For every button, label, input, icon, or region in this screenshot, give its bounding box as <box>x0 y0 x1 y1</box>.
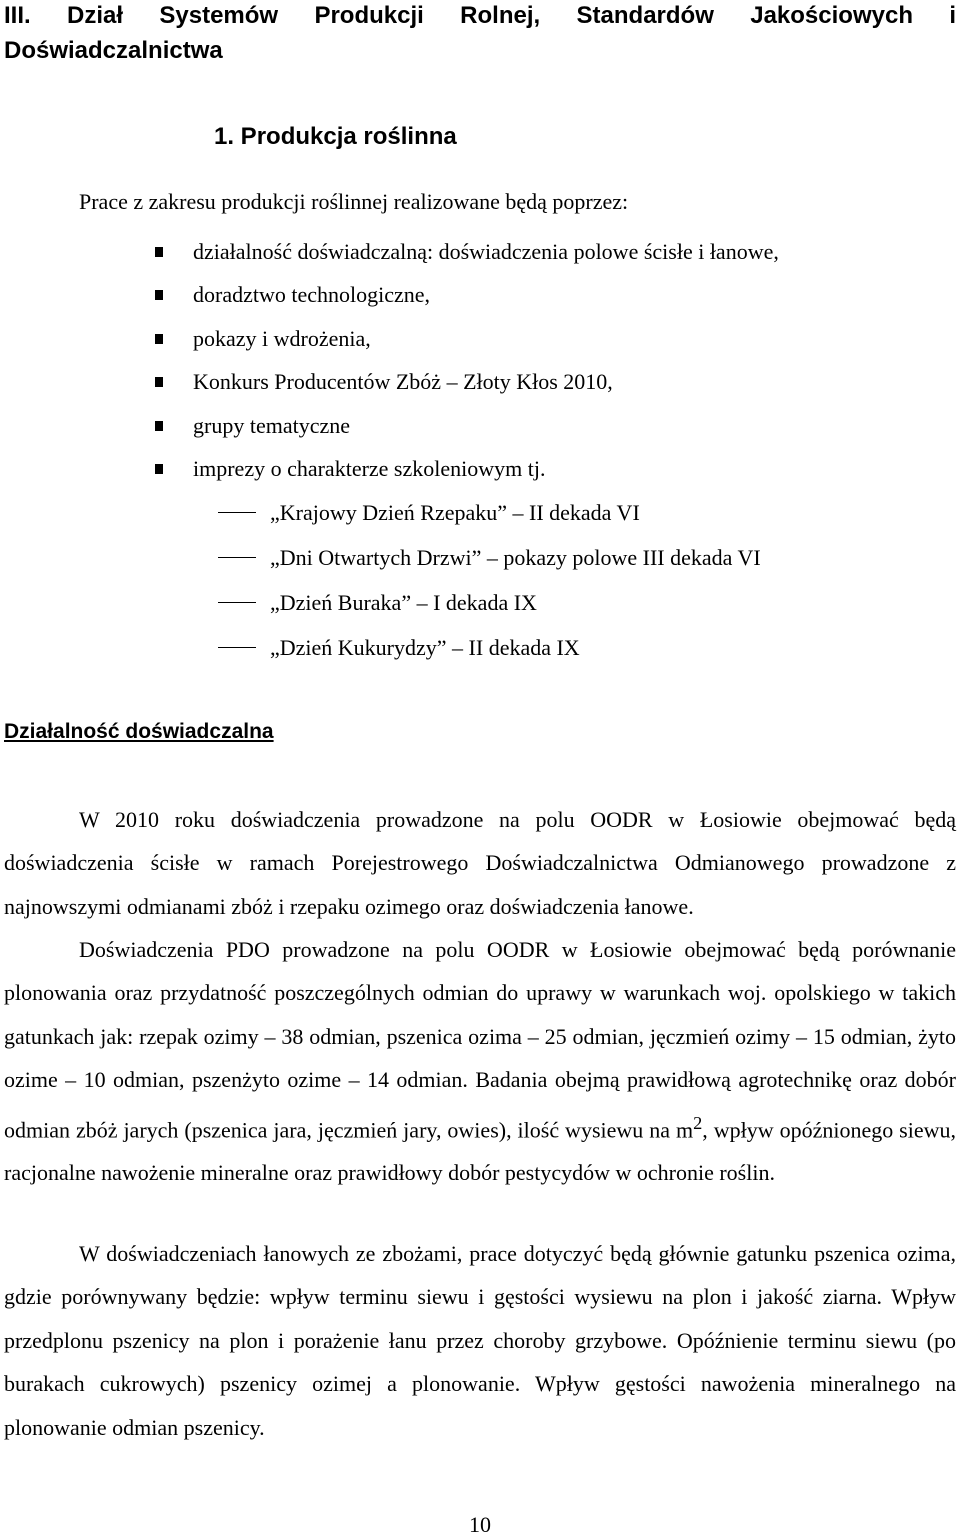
paragraph-3: W doświadczeniach łanowych ze zbożami, prace dotyczyć będą głównie gatunku pszenica ozima, gdzie porównywany będzie: wpływ terminu siewu i gęstości wysiewu na plon i jakość ziarna. Wpływ przedplonu pszenicy na plon i porażenie łanu przez choroby grzybowe. Opóźnienie terminu siewu (po burakach cukrowych) pszenicy ozimej a plonowanie. Wpływ gęstości nawożenia mineralnego na plonowanie odmian pszenicy. <box>4 1241 956 1440</box>
event-item-text: „Dzień Kukurydzy” – II dekada IX <box>270 634 580 660</box>
event-item <box>218 625 761 670</box>
paragraph-2 <box>4 928 956 1195</box>
paragraph-2-text-a: Doświadczenia PDO prowadzone na polu OODR w Łosiowie obejmować będą porównanie plonowania oraz przydatność poszczególnych odmian do uprawy w warunkach woj. opolskiego w takich gatunkach jak: rzepak ozimy – 38 odmian, pszenica ozima – 25 odmian, jęczmień ozimy – 15 odmian, żyto ozime – 10 odmian, pszenżyto ozime – 14 odmian. Badania obejmą prawidłową agrotechnikę oraz dobór odmian zbóż jarych (pszenica jara, jęczmień jary, owies), ilość wysiewu na m <box>4 937 956 1142</box>
event-item <box>218 490 761 535</box>
paragraph-2-text-b: , wpływ opóźnionego siewu, racjonalne nawożenie mineralne oraz prawidłowy dobór pestycydów w ochronie roślin. <box>4 1116 956 1186</box>
list-item <box>155 361 779 405</box>
list-item-text: pokazy i wdrożenia, <box>193 325 371 351</box>
list-item <box>155 230 779 274</box>
square-bullet-icon <box>155 377 163 387</box>
list-item-text: grupy tematyczne <box>193 412 350 438</box>
section-title: III. Dział Systemów Produkcji Rolnej, Standardów Jakościowych i Doświadczalnictwa <box>4 2 956 64</box>
list-item <box>155 404 779 448</box>
event-item-text: „Dni Otwartych Drzwi” – pokazy polowe III dekada VI <box>270 544 761 570</box>
square-bullet-icon <box>155 334 163 344</box>
event-item-text: „Krajowy Dzień Rzepaku” – II dekada VI <box>270 499 640 525</box>
event-list <box>218 490 761 670</box>
subsection-title: 1. Produkcja roślinna <box>214 123 457 150</box>
event-item-text: „Dzień Buraka” – I dekada IX <box>270 589 537 615</box>
superscript-2: 2 <box>693 1112 703 1133</box>
list-item-text: doradztwo technologiczne, <box>193 282 431 308</box>
square-bullet-icon <box>155 421 163 431</box>
intro-text: Prace z zakresu produkcji roślinnej realizowane będą poprzez: <box>79 189 629 214</box>
list-item <box>155 274 779 318</box>
experimental-heading: Działalność doświadczalna <box>4 720 274 743</box>
list-item <box>155 317 779 361</box>
dash-bullet-icon <box>218 512 256 514</box>
paragraph-1: W 2010 roku doświadczenia prowadzone na polu OODR w Łosiowie obejmować będą doświadczenia ścisłe w ramach Porejestrowego Doświadczalnictwa Odmianowego prowadzone z najnowszymi odmianami zbóż i rzepaku ozimego oraz doświadczenia łanowe. <box>4 807 956 919</box>
dash-bullet-icon <box>218 647 256 649</box>
page-number: 10 <box>469 1512 491 1537</box>
list-item <box>155 448 779 492</box>
event-item <box>218 535 761 580</box>
square-bullet-icon <box>155 290 163 300</box>
dash-bullet-icon <box>218 602 256 604</box>
square-bullet-icon <box>155 464 163 474</box>
square-bullet-icon <box>155 247 163 257</box>
event-item <box>218 580 761 625</box>
dash-bullet-icon <box>218 557 256 559</box>
activity-list <box>155 230 779 491</box>
list-item-text: Konkurs Producentów Zbóż – Złoty Kłos 2010, <box>193 369 613 395</box>
list-item-text: imprezy o charakterze szkoleniowym tj. <box>193 456 546 482</box>
list-item-text: działalność doświadczalną: doświadczenia polowe ścisłe i łanowe, <box>193 238 779 264</box>
